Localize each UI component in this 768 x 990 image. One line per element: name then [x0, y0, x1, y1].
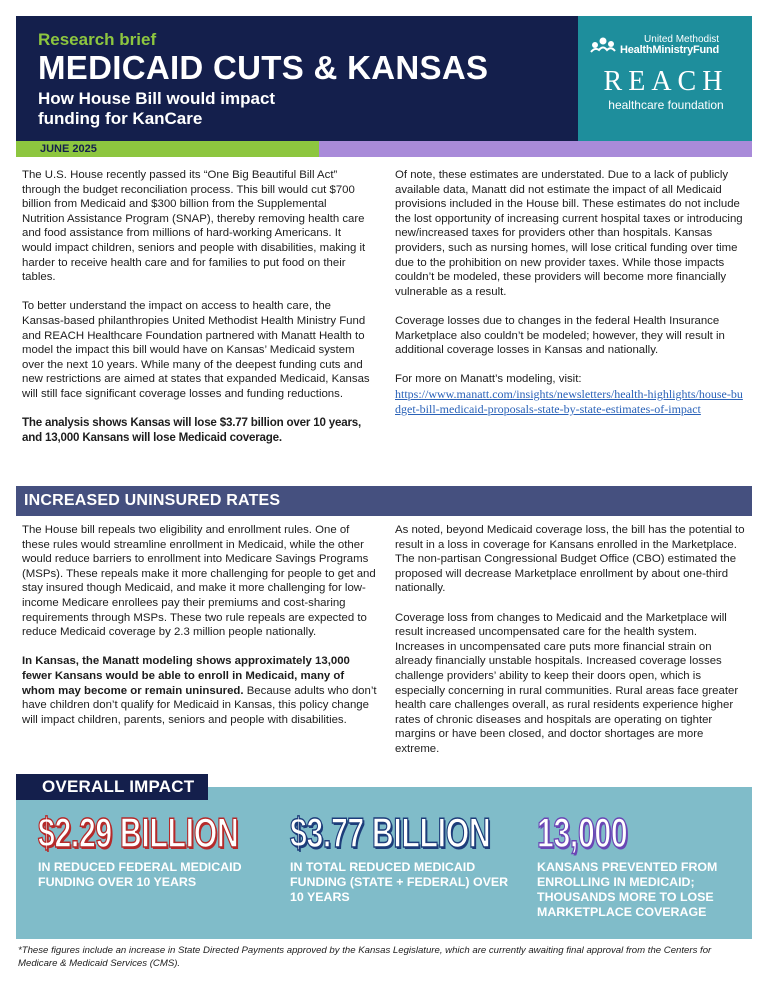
intro-paragraph-4: Coverage losses due to changes in the federal Health Insurance Marketplace also couldn’t be modeled; however, they will result in additional coverage losses in Kansas and nationally.	[395, 314, 725, 357]
intro-paragraph-1: The U.S. House recently passed its “One Big Beautiful Bill Act” through the budget reconciliation process. This bill would cut $700 billion from Medicaid and $300 billion from the Supplemental Nutrition Assistance Program (SNAP), thereby removing health care and food assistance from millions of hard-working Americans. It would impact children, seniors and people with disabilities, making it harder to receive health care and for families to put food on their tables.	[22, 169, 366, 284]
stat-desc-1: IN REDUCED FEDERAL MEDICAID FUNDING OVER 10 YEARS	[38, 860, 242, 889]
section-left-column	[22, 523, 377, 742]
stat-value-3: 13,000	[537, 809, 628, 856]
umhmf-logo-bottom: HealthMinistryFund	[620, 44, 720, 56]
impact-label: OVERALL IMPACT	[16, 774, 208, 800]
title-block	[16, 16, 578, 141]
page-title: MEDICAID CUTS & KANSAS	[38, 49, 489, 86]
section-paragraph-1: The House bill repeals two eligibility and enrollment rules. One of these rules would streamline enrollment in Medicaid, while the other would reduce barriers to enrollment into Medicare Savings Programs (MSPs). These repeals make it more challenging for people to get and stay insured though Medicaid, and make it more challenging for low-income Medicare enrollees pay their premiums and cost-sharing requirements through MSPs. These two rule repeals are expected to reduce Medicaid coverage by 2.3 million people nationally.	[22, 524, 376, 639]
header-banner	[16, 16, 752, 141]
section-paragraph-3: As noted, beyond Medicaid coverage loss, the bill has the potential to result in a loss in coverage for Kansans enrolled in the Marketplace. The non-partisan Congressional Budget Office (CBO) estimated the proposed will decrease Marketplace enrollment by about one-third nationally.	[395, 524, 745, 595]
date-bar-accent	[319, 141, 752, 157]
intro-paragraph-2: To better understand the impact on access to health care, the Kansas-based philanthropies United Methodist Health Ministry Fund and REACH Healthcare Foundation partnered with Manatt Health to model the impact this bill would have on Kansas’ Medicaid system over the next 10 years. While many of the deepest funding cuts and new restrictions are aimed at states that expanded Medicaid, Kansas will still face significant coverage losses and funding reductions.	[22, 300, 370, 400]
stat-desc-2: IN TOTAL REDUCED MEDICAID FUNDING (STATE + FEDERAL) OVER 10 YEARS	[290, 860, 509, 904]
umhmf-logo	[590, 34, 742, 56]
impact-stat-3	[537, 808, 742, 920]
stat-value-1: $2.29 BILLION	[38, 809, 239, 856]
impact-stat-1	[38, 808, 268, 890]
section-heading: INCREASED UNINSURED RATES	[16, 486, 752, 516]
reach-logo: REACH	[603, 66, 729, 97]
page-subtitle	[38, 89, 578, 129]
section-key-finding: In Kansas, the Manatt modeling shows approximately 13,000 fewer Kansans would be able to enroll in Medicaid, many of whom may become or remain uninsured.	[22, 655, 350, 697]
intro-paragraph-3: Of note, these estimates are understated. Due to a lack of publicly available data, Manatt did not estimate the impact of all Medicaid provisions included in the House bill. These estimates do not include the lost opportunity of increasing current hospital taxes or introducing new/increased taxes for providers other than hospitals. Kansas providers, such as nursing homes, will lose critical funding over time due to the prohibition on new provider taxes. While those impacts couldn’t be modeled, these providers will become more financially vulnerable as a result.	[395, 169, 743, 298]
date-bar	[16, 141, 752, 157]
impact-stat-2	[290, 808, 515, 905]
subtitle-line-2: funding for KanCare	[38, 109, 203, 128]
people-icon	[590, 36, 616, 54]
section-paragraph-2-rest: Because adults who don’t have children don’t qualify for Medicaid in Kansas, this policy change will impact children, parents, seniors and people with disabilities.	[22, 684, 377, 726]
section-paragraph-2	[22, 654, 377, 727]
section-right-column	[395, 523, 747, 771]
manatt-link[interactable]: https://www.manatt.com/insights/newsletters/health-highlights/house-budget-bill-medicaid-proposals-state-by-state-estimates-of-impact	[395, 386, 743, 416]
reach-logo-sub: healthcare foundation	[608, 98, 724, 112]
publication-date: JUNE 2025	[16, 141, 319, 157]
intro-left-column	[22, 168, 372, 460]
stat-desc-3: KANSANS PREVENTED FROM ENROLLING IN MEDICAID; THOUSANDS MORE TO LOSE MARKETPLACE COVERAGE	[537, 860, 718, 919]
intro-paragraph-5: For more on Manatt’s modeling, visit:	[395, 373, 582, 386]
logos-block	[578, 16, 752, 141]
stat-value-2: $3.77 BILLION	[290, 809, 491, 856]
intro-right-column	[395, 168, 745, 417]
section-paragraph-4: Coverage loss from changes to Medicaid and the Marketplace will result increased uncompensated care for the health system. Increases in uncompensated care puts more financial strain on already financially unstable hospitals. Increased coverage losses challenge providers’ ability to keep their doors open, which is especially concerning in rural communities. Rural areas face greater health care challenges overall, as rural residents experience higher rates of chronic diseases and hospitals are operating on tighter margins or have been closed, and doctor shortages are more extreme.	[395, 611, 739, 755]
footnote: *These figures include an increase in State Directed Payments approved by the Kansas Legislature, which are currently awaiting final approval from the Centers for Medicare & Medicaid Services (CMS).	[18, 945, 712, 969]
kicker-label: Research brief	[38, 30, 157, 49]
subtitle-line-1: How House Bill would impact	[38, 89, 276, 108]
key-finding: The analysis shows Kansas will lose $3.77 billion over 10 years, and 13,000 Kansans will lose Medicaid coverage.	[22, 416, 362, 444]
umhmf-logo-top: United Methodist	[644, 34, 720, 45]
